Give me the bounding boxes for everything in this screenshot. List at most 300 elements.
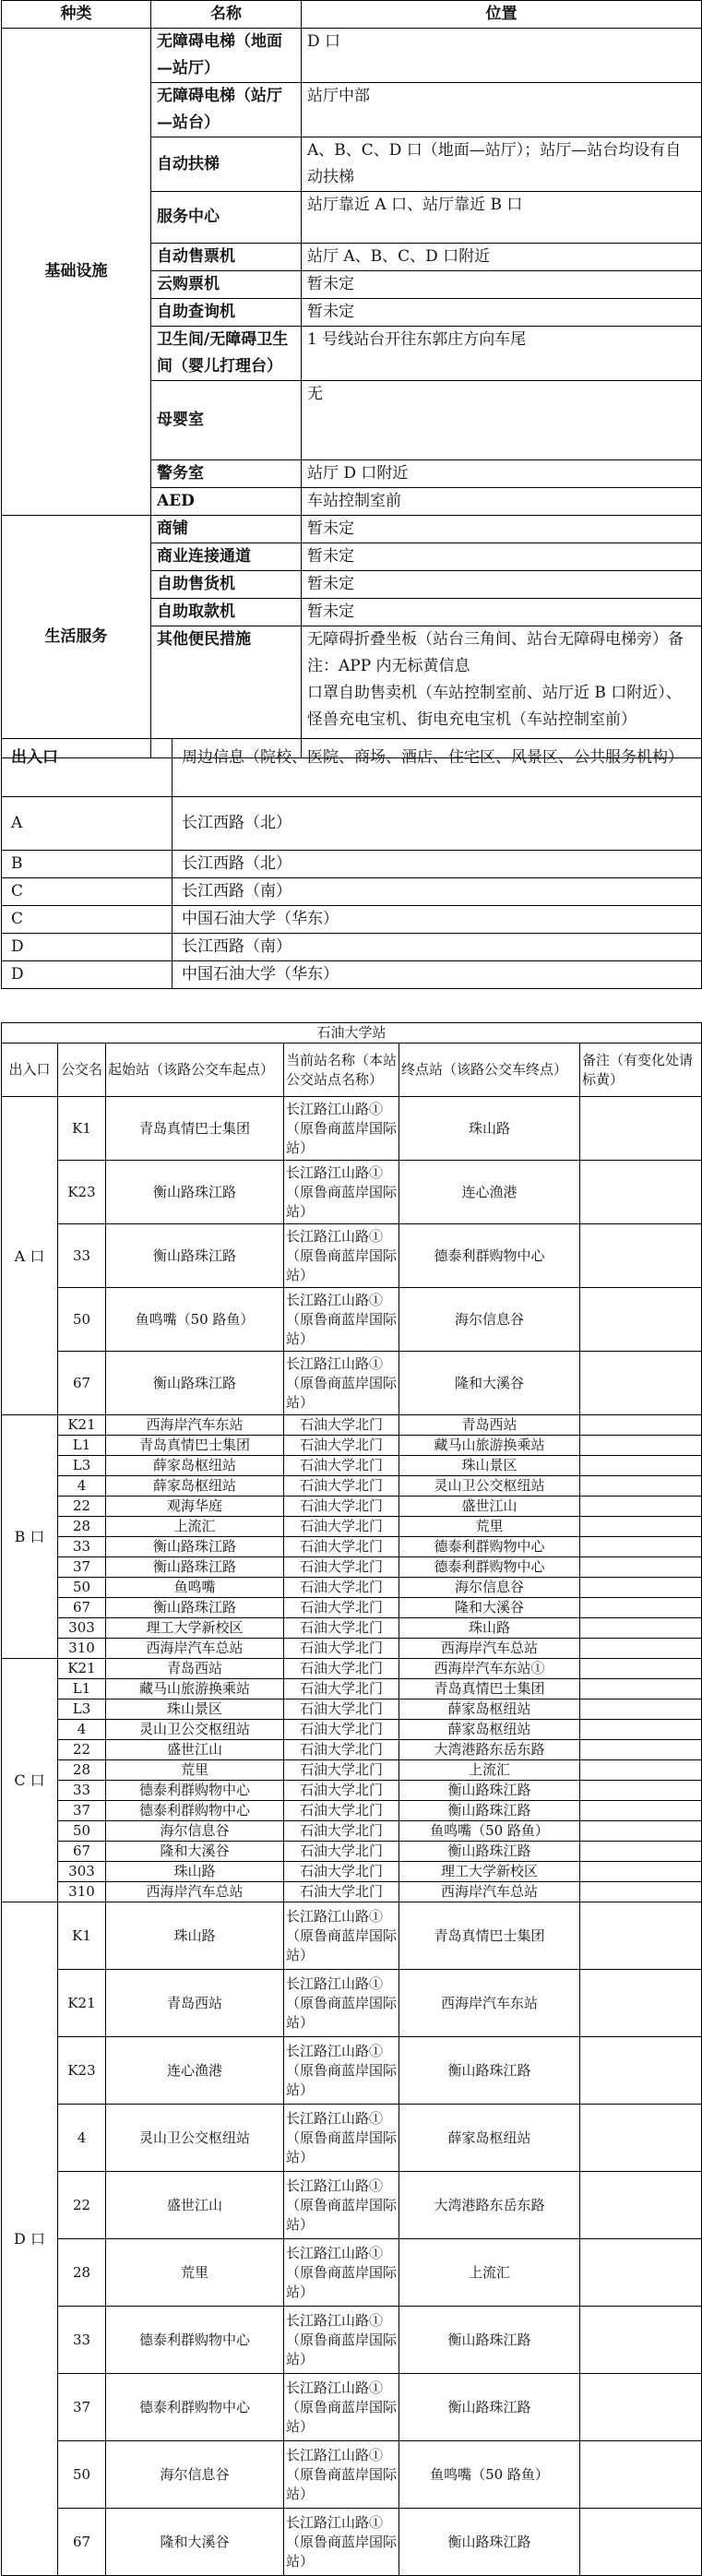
facility-position-text: 暂未定	[307, 519, 354, 538]
entrance-label: C	[2, 878, 173, 906]
remark	[580, 1224, 702, 1288]
header-position: 位置	[302, 1, 702, 29]
facility-position	[302, 327, 702, 381]
facility-name: 自助查询机	[151, 299, 302, 327]
remark	[580, 1476, 702, 1497]
end-station: 珠山路	[399, 1618, 580, 1639]
facility-position-text: 车站控制室前	[307, 492, 401, 510]
start-station: 青岛西站	[106, 1970, 284, 2037]
bus-number: K1	[58, 1902, 106, 1970]
surrounding-info: 中国石油大学（华东）	[173, 906, 702, 934]
start-station: 青岛西站	[106, 1659, 284, 1679]
current-station: 长江路江山路①（原鲁商蓝岸国际站）	[284, 1970, 399, 2037]
current-station: 石油大学北门	[284, 1618, 399, 1639]
bus-row	[2, 1821, 702, 1842]
current-station: 石油大学北门	[284, 1578, 399, 1598]
end-station: 盛世江山	[399, 1497, 580, 1517]
bus-number: L1	[58, 1679, 106, 1699]
entrance-door: C 口	[2, 1659, 58, 1902]
current-station: 长江路江山路①（原鲁商蓝岸国际站）	[284, 2307, 399, 2374]
start-station: 珠山路	[106, 1862, 284, 1882]
end-station: 连心渔港	[399, 1161, 580, 1224]
start-station: 衡山路珠江路	[106, 1352, 284, 1415]
end-station: 海尔信息谷	[399, 1578, 580, 1598]
current-station: 长江路江山路①（原鲁商蓝岸国际站）	[284, 2037, 399, 2105]
remark	[580, 2374, 702, 2441]
bus-row	[2, 2037, 702, 2105]
facility-name: 无障碍电梯（站厅—站台）	[151, 83, 302, 137]
bus-row	[2, 1161, 702, 1224]
remark	[580, 1902, 702, 1970]
current-station: 石油大学北门	[284, 1415, 399, 1436]
start-station: 盛世江山	[106, 2172, 284, 2239]
facility-name: 云购票机	[151, 271, 302, 299]
start-station: 德泰利群购物中心	[106, 2374, 284, 2441]
bus-table-title-row	[2, 1023, 702, 1044]
facility-position-text: 站厅靠近 A 口、站厅靠近 B 口	[307, 196, 523, 214]
surroundings-row	[2, 906, 702, 934]
bus-number: 67	[58, 1352, 106, 1415]
remark	[580, 2307, 702, 2374]
end-station: 德泰利群购物中心	[399, 1224, 580, 1288]
start-station: 青岛真情巴士集团	[106, 1436, 284, 1456]
start-station: 观海华庭	[106, 1497, 284, 1517]
entrance-door: B 口	[2, 1415, 58, 1659]
end-station: 青岛西站	[399, 1415, 580, 1436]
bus-number: L1	[58, 1436, 106, 1456]
start-station: 薛家岛枢纽站	[106, 1476, 284, 1497]
end-station: 衡山路珠江路	[399, 1781, 580, 1801]
bus-number: 33	[58, 1224, 106, 1288]
remark	[580, 1970, 702, 2037]
bus-row	[2, 1781, 702, 1801]
surroundings-table	[1, 738, 702, 989]
start-station: 海尔信息谷	[106, 1821, 284, 1842]
surrounding-info: 长江西路（北）	[173, 797, 702, 851]
start-station: 德泰利群购物中心	[106, 1801, 284, 1821]
current-station: 石油大学北门	[284, 1760, 399, 1781]
bus-number: K23	[58, 1161, 106, 1224]
surroundings-row	[2, 797, 702, 851]
bus-row	[2, 2172, 702, 2239]
current-station: 石油大学北门	[284, 1517, 399, 1537]
bus-number: 22	[58, 1497, 106, 1517]
current-station: 石油大学北门	[284, 1821, 399, 1842]
remark	[580, 1557, 702, 1578]
entrance-label: A	[2, 797, 173, 851]
end-station: 灵山卫公交枢纽站	[399, 1476, 580, 1497]
bus-row	[2, 1679, 702, 1699]
remark	[580, 1537, 702, 1557]
current-station: 石油大学北门	[284, 1476, 399, 1497]
bus-number: 37	[58, 1801, 106, 1821]
bus-row	[2, 1578, 702, 1598]
bus-number: 310	[58, 1882, 106, 1902]
bus-table	[1, 1022, 702, 2576]
end-station: 衡山路珠江路	[399, 1801, 580, 1821]
facility-name: 自动售票机	[151, 244, 302, 271]
remark	[580, 1720, 702, 1740]
facility-position-text: 1 号线站台开往东郭庄方向车尾	[307, 330, 527, 349]
bus-number: K21	[58, 1970, 106, 2037]
current-station: 长江路江山路①（原鲁商蓝岸国际站）	[284, 2441, 399, 2509]
bus-number: K23	[58, 2037, 106, 2105]
facility-name: 商业连接通道	[151, 543, 302, 571]
facility-position-text: 站厅 A、B、C、D 口附近	[307, 247, 491, 266]
remark	[580, 2441, 702, 2509]
bus-number: 22	[58, 1740, 106, 1760]
bus-number: L3	[58, 1699, 106, 1720]
end-station: 薛家岛枢纽站	[399, 2105, 580, 2172]
bus-number: 67	[58, 2509, 106, 2576]
remark	[580, 1497, 702, 1517]
start-station: 西海岸汽车东站	[106, 1415, 284, 1436]
bus-row	[2, 2441, 702, 2509]
entrance-label: D	[2, 961, 173, 989]
remark	[580, 1862, 702, 1882]
bus-row	[2, 1862, 702, 1882]
bus-row	[2, 1740, 702, 1760]
header-entrance: 出入口	[2, 739, 173, 797]
start-station: 青岛真情巴士集团	[106, 1097, 284, 1161]
start-station: 鱼鸣嘴	[106, 1578, 284, 1598]
surroundings-row	[2, 961, 702, 989]
end-station: 衡山路珠江路	[399, 2307, 580, 2374]
facility-position	[302, 488, 702, 516]
current-station: 石油大学北门	[284, 1456, 399, 1476]
current-station: 石油大学北门	[284, 1497, 399, 1517]
header-door: 出入口	[2, 1044, 58, 1097]
end-station: 薛家岛枢纽站	[399, 1720, 580, 1740]
remark	[580, 1639, 702, 1659]
start-station: 衡山路珠江路	[106, 1598, 284, 1618]
start-station: 灵山卫公交枢纽站	[106, 1720, 284, 1740]
bus-number: 303	[58, 1618, 106, 1639]
end-station: 上流汇	[399, 1760, 580, 1781]
facility-category: 生活服务	[2, 516, 151, 758]
bus-row	[2, 1456, 702, 1476]
current-station: 长江路江山路①（原鲁商蓝岸国际站）	[284, 2239, 399, 2307]
bus-row	[2, 1618, 702, 1639]
facility-position	[302, 571, 702, 599]
start-station: 灵山卫公交枢纽站	[106, 2105, 284, 2172]
remark	[580, 1598, 702, 1618]
header-remark: 备注（有变化处请标黄）	[580, 1044, 702, 1097]
facility-position-text: 暂未定	[307, 303, 354, 321]
facility-name: 卫生间/无障碍卫生间（婴儿打理台）	[151, 327, 302, 381]
start-station: 理工大学新校区	[106, 1618, 284, 1639]
facility-position	[302, 299, 702, 327]
remark	[580, 2509, 702, 2576]
bus-number: 50	[58, 1578, 106, 1598]
remark	[580, 2105, 702, 2172]
facility-name: 母婴室	[151, 381, 302, 460]
bus-row	[2, 1842, 702, 1862]
bus-row	[2, 1760, 702, 1781]
bus-row	[2, 2509, 702, 2576]
facility-position	[302, 192, 702, 244]
facility-name: 自动扶梯	[151, 137, 302, 192]
bus-number: 303	[58, 1862, 106, 1882]
end-station: 鱼鸣嘴（50 路鱼）	[399, 1821, 580, 1842]
current-station: 长江路江山路①（原鲁商蓝岸国际站）	[284, 1097, 399, 1161]
facilities-table	[1, 0, 702, 758]
bus-row	[2, 1097, 702, 1161]
bus-row	[2, 1801, 702, 1821]
header-start: 起始站（该路公交车起点）	[106, 1044, 284, 1097]
bus-number: 4	[58, 1720, 106, 1740]
end-station: 西海岸汽车东站①	[399, 1659, 580, 1679]
surrounding-info: 中国石油大学（华东）	[173, 961, 702, 989]
bus-row	[2, 2105, 702, 2172]
bus-row	[2, 2374, 702, 2441]
facility-name: 其他便民措施	[151, 626, 302, 758]
bus-row	[2, 1476, 702, 1497]
facility-name: 自助取款机	[151, 599, 302, 626]
start-station: 衡山路珠江路	[106, 1557, 284, 1578]
current-station: 石油大学北门	[284, 1781, 399, 1801]
bus-row	[2, 1415, 702, 1436]
remark	[580, 1760, 702, 1781]
current-station: 长江路江山路①（原鲁商蓝岸国际站）	[284, 1902, 399, 1970]
start-station: 珠山路	[106, 1902, 284, 1970]
facility-row	[2, 516, 702, 543]
end-station: 西海岸汽车总站	[399, 1882, 580, 1902]
remark	[580, 1288, 702, 1352]
end-station: 衡山路珠江路	[399, 2374, 580, 2441]
current-station: 长江路江山路①（原鲁商蓝岸国际站）	[284, 1224, 399, 1288]
start-station: 西海岸汽车总站	[106, 1639, 284, 1659]
current-station: 石油大学北门	[284, 1740, 399, 1760]
facility-name: 警务室	[151, 460, 302, 488]
surroundings-row	[2, 878, 702, 906]
current-station: 石油大学北门	[284, 1639, 399, 1659]
bus-number: 33	[58, 2307, 106, 2374]
facility-name: 无障碍电梯（地面—站厅）	[151, 29, 302, 83]
end-station: 西海岸汽车总站	[399, 1639, 580, 1659]
bus-number: 67	[58, 1842, 106, 1862]
station-title: 石油大学站	[2, 1023, 702, 1044]
end-station: 德泰利群购物中心	[399, 1557, 580, 1578]
facility-name: 服务中心	[151, 192, 302, 244]
facility-position	[302, 29, 702, 83]
facility-position-text: 无障碍折叠坐板（站台三角间、站台无障碍电梯旁）备注：APP 内无标黄信息	[307, 630, 684, 675]
current-station: 石油大学北门	[284, 1801, 399, 1821]
remark	[580, 1352, 702, 1415]
start-station: 珠山景区	[106, 1699, 284, 1720]
bus-number: 28	[58, 1517, 106, 1537]
bus-row	[2, 1352, 702, 1415]
remark	[580, 2172, 702, 2239]
start-station: 海尔信息谷	[106, 2441, 284, 2509]
facility-row	[2, 29, 702, 83]
remark	[580, 1699, 702, 1720]
facility-position-text: D 口	[307, 32, 341, 51]
header-current: 当前站名称（本站公交站点名称）	[284, 1044, 399, 1097]
facility-position	[302, 599, 702, 626]
facility-position-text: 暂未定	[307, 575, 354, 593]
bus-row	[2, 1659, 702, 1679]
bus-number: 33	[58, 1781, 106, 1801]
current-station: 石油大学北门	[284, 1699, 399, 1720]
remark	[580, 1618, 702, 1639]
entrance-label: C	[2, 906, 173, 934]
current-station: 石油大学北门	[284, 1537, 399, 1557]
start-station: 连心渔港	[106, 2037, 284, 2105]
remark	[580, 1659, 702, 1679]
end-station: 藏马山旅游换乘站	[399, 1436, 580, 1456]
current-station: 石油大学北门	[284, 1659, 399, 1679]
end-station: 衡山路珠江路	[399, 2509, 580, 2576]
facility-name: 商铺	[151, 516, 302, 543]
entrance-label: B	[2, 851, 173, 878]
bus-number: 50	[58, 1821, 106, 1842]
bus-row	[2, 1224, 702, 1288]
header-surroundings: 周边信息（院校、医院、商场、酒店、住宅区、风景区、公共服务机构）	[173, 739, 702, 797]
bus-row	[2, 1882, 702, 1902]
bus-row	[2, 2239, 702, 2307]
surroundings-row	[2, 851, 702, 878]
end-station: 理工大学新校区	[399, 1862, 580, 1882]
current-station: 石油大学北门	[284, 1679, 399, 1699]
remark	[580, 1781, 702, 1801]
header-bus: 公交名	[58, 1044, 106, 1097]
facility-position	[302, 137, 702, 192]
remark	[580, 1097, 702, 1161]
entrance-door: A 口	[2, 1097, 58, 1415]
facility-position	[302, 244, 702, 271]
end-station: 西海岸汽车东站	[399, 1970, 580, 2037]
current-station: 石油大学北门	[284, 1557, 399, 1578]
remark	[580, 2037, 702, 2105]
current-station: 长江路江山路①（原鲁商蓝岸国际站）	[284, 2374, 399, 2441]
bus-row	[2, 1537, 702, 1557]
facility-position	[302, 543, 702, 571]
bus-row	[2, 1699, 702, 1720]
facility-position-text: 暂未定	[307, 602, 354, 621]
remark	[580, 1415, 702, 1436]
remark	[580, 1740, 702, 1760]
bus-number: K21	[58, 1659, 106, 1679]
remark	[580, 1679, 702, 1699]
start-station: 鱼鸣嘴（50 路鱼）	[106, 1288, 284, 1352]
facility-position-text: 暂未定	[307, 547, 354, 566]
bus-number: 28	[58, 1760, 106, 1781]
bus-number: 33	[58, 1537, 106, 1557]
header-name: 名称	[151, 1, 302, 29]
remark	[580, 1821, 702, 1842]
current-station: 长江路江山路①（原鲁商蓝岸国际站）	[284, 2172, 399, 2239]
facility-position	[302, 83, 702, 137]
current-station: 长江路江山路①（原鲁商蓝岸国际站）	[284, 1288, 399, 1352]
start-station: 隆和大溪谷	[106, 2509, 284, 2576]
facilities-header-row	[2, 1, 702, 29]
current-station: 石油大学北门	[284, 1882, 399, 1902]
start-station: 薛家岛枢纽站	[106, 1456, 284, 1476]
bus-number: 4	[58, 2105, 106, 2172]
current-station: 石油大学北门	[284, 1436, 399, 1456]
current-station: 石油大学北门	[284, 1842, 399, 1862]
header-category: 种类	[2, 1, 151, 29]
end-station: 青岛真情巴士集团	[399, 1902, 580, 1970]
start-station: 荒里	[106, 1760, 284, 1781]
bus-row	[2, 1557, 702, 1578]
remark	[580, 1882, 702, 1902]
end-station: 青岛真情巴士集团	[399, 1679, 580, 1699]
end-station: 上流汇	[399, 2239, 580, 2307]
remark	[580, 2239, 702, 2307]
current-station: 长江路江山路①（原鲁商蓝岸国际站）	[284, 2509, 399, 2576]
bus-row	[2, 1436, 702, 1456]
facility-position	[302, 516, 702, 543]
bus-number: 28	[58, 2239, 106, 2307]
facility-position	[302, 460, 702, 488]
bus-row	[2, 1902, 702, 1970]
bus-number: 4	[58, 1476, 106, 1497]
facility-position-text: 暂未定	[307, 275, 354, 293]
bus-number: 37	[58, 2374, 106, 2441]
end-station: 荒里	[399, 1517, 580, 1537]
facility-position	[302, 271, 702, 299]
facility-position-text: 无	[307, 385, 323, 403]
remark	[580, 1578, 702, 1598]
start-station: 盛世江山	[106, 1740, 284, 1760]
end-station: 隆和大溪谷	[399, 1352, 580, 1415]
current-station: 石油大学北门	[284, 1862, 399, 1882]
bus-number: 310	[58, 1639, 106, 1659]
bus-number: 67	[58, 1598, 106, 1618]
facility-name: AED	[151, 488, 302, 516]
end-station: 隆和大溪谷	[399, 1598, 580, 1618]
start-station: 衡山路珠江路	[106, 1224, 284, 1288]
remark	[580, 1517, 702, 1537]
bus-row	[2, 1517, 702, 1537]
end-station: 衡山路珠江路	[399, 1842, 580, 1862]
start-station: 衡山路珠江路	[106, 1537, 284, 1557]
entrance-door: D 口	[2, 1902, 58, 2576]
end-station: 薛家岛枢纽站	[399, 1699, 580, 1720]
bus-header-row	[2, 1044, 702, 1097]
end-station: 大湾港路东岳东路	[399, 1740, 580, 1760]
start-station: 隆和大溪谷	[106, 1842, 284, 1862]
bus-row	[2, 2307, 702, 2374]
start-station: 德泰利群购物中心	[106, 1781, 284, 1801]
end-station: 珠山景区	[399, 1456, 580, 1476]
start-station: 荒里	[106, 2239, 284, 2307]
current-station: 长江路江山路①（原鲁商蓝岸国际站）	[284, 1161, 399, 1224]
surrounding-info: 长江西路（南）	[173, 878, 702, 906]
current-station: 长江路江山路①（原鲁商蓝岸国际站）	[284, 1352, 399, 1415]
remark	[580, 1801, 702, 1821]
start-station: 西海岸汽车总站	[106, 1882, 284, 1902]
start-station: 藏马山旅游换乘站	[106, 1679, 284, 1699]
bus-row	[2, 1720, 702, 1740]
bus-row	[2, 1970, 702, 2037]
end-station: 德泰利群购物中心	[399, 1537, 580, 1557]
facility-position-text: 站厅 D 口附近	[307, 464, 409, 483]
bus-row	[2, 1598, 702, 1618]
surrounding-info: 长江西路（南）	[173, 934, 702, 961]
end-station: 大湾港路东岳东路	[399, 2172, 580, 2239]
start-station: 德泰利群购物中心	[106, 2307, 284, 2374]
end-station: 衡山路珠江路	[399, 2037, 580, 2105]
bus-number: 50	[58, 2441, 106, 2509]
bus-row	[2, 1639, 702, 1659]
bus-number: 22	[58, 2172, 106, 2239]
start-station: 衡山路珠江路	[106, 1161, 284, 1224]
remark	[580, 1436, 702, 1456]
entrance-label: D	[2, 934, 173, 961]
